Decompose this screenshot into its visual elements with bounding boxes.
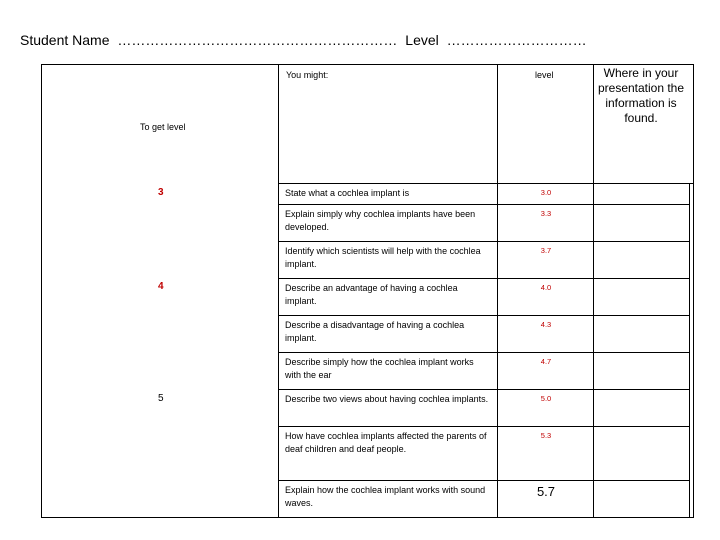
column-header-level: level xyxy=(535,70,554,80)
level-field[interactable]: ………………………… xyxy=(446,32,587,48)
level-score: 5.0 xyxy=(540,394,552,403)
student-name-label: Student Name xyxy=(20,32,110,48)
level-score: 4.3 xyxy=(540,320,552,329)
row-divider xyxy=(278,315,593,316)
where-box[interactable] xyxy=(593,278,690,316)
where-box[interactable] xyxy=(593,480,690,518)
where-box[interactable] xyxy=(593,204,690,242)
target-level: 5 xyxy=(158,393,164,404)
row-divider xyxy=(278,278,593,279)
column-divider xyxy=(278,64,279,518)
where-box[interactable] xyxy=(593,352,690,390)
column-divider xyxy=(497,64,498,518)
task-text: Describe simply how the cochlea implant works with the ear xyxy=(285,357,474,380)
task-text: Describe a disadvantage of having a cochlea implant. xyxy=(285,320,465,343)
level-label: Level xyxy=(405,32,439,48)
task-text: How have cochlea implants affected the parents of deaf children and deaf people. xyxy=(285,431,487,454)
task-text: Explain how the cochlea implant works with sound waves. xyxy=(285,485,486,508)
student-header xyxy=(20,32,591,48)
level-score: 5.3 xyxy=(540,431,552,440)
level-score: 3.7 xyxy=(540,246,552,255)
row-divider xyxy=(278,352,593,353)
level-score: 3.3 xyxy=(540,209,552,218)
row-divider xyxy=(278,426,593,427)
task-text: Identify which scientists will help with the cochlea implant. xyxy=(285,246,481,269)
where-box[interactable] xyxy=(593,183,690,205)
level-score: 4.0 xyxy=(540,283,552,292)
where-box[interactable] xyxy=(593,389,690,427)
level-score: 4.7 xyxy=(540,357,552,366)
level-score: 5.7 xyxy=(536,484,556,499)
row-divider xyxy=(278,241,593,242)
where-box[interactable] xyxy=(593,315,690,353)
target-level: 4 xyxy=(158,281,164,292)
column-header-you-might: You might: xyxy=(286,70,329,80)
student-name-field[interactable]: …………………………………………………… xyxy=(117,32,398,48)
row-divider xyxy=(278,204,593,205)
column-header-where: Where in your presentation the information is found. xyxy=(597,66,685,125)
target-level: 3 xyxy=(158,187,164,198)
level-score: 3.0 xyxy=(540,188,552,197)
task-text: Describe two views about having cochlea implants. xyxy=(285,394,489,404)
where-box[interactable] xyxy=(593,241,690,279)
task-text: Describe an advantage of having a cochlea implant. xyxy=(285,283,458,306)
row-divider xyxy=(278,480,593,481)
task-text: Explain simply why cochlea implants have been developed. xyxy=(285,209,476,232)
row-divider xyxy=(278,389,593,390)
to-get-level-label: To get level xyxy=(140,122,186,132)
task-text: State what a cochlea implant is xyxy=(285,188,410,198)
where-box[interactable] xyxy=(593,426,690,481)
